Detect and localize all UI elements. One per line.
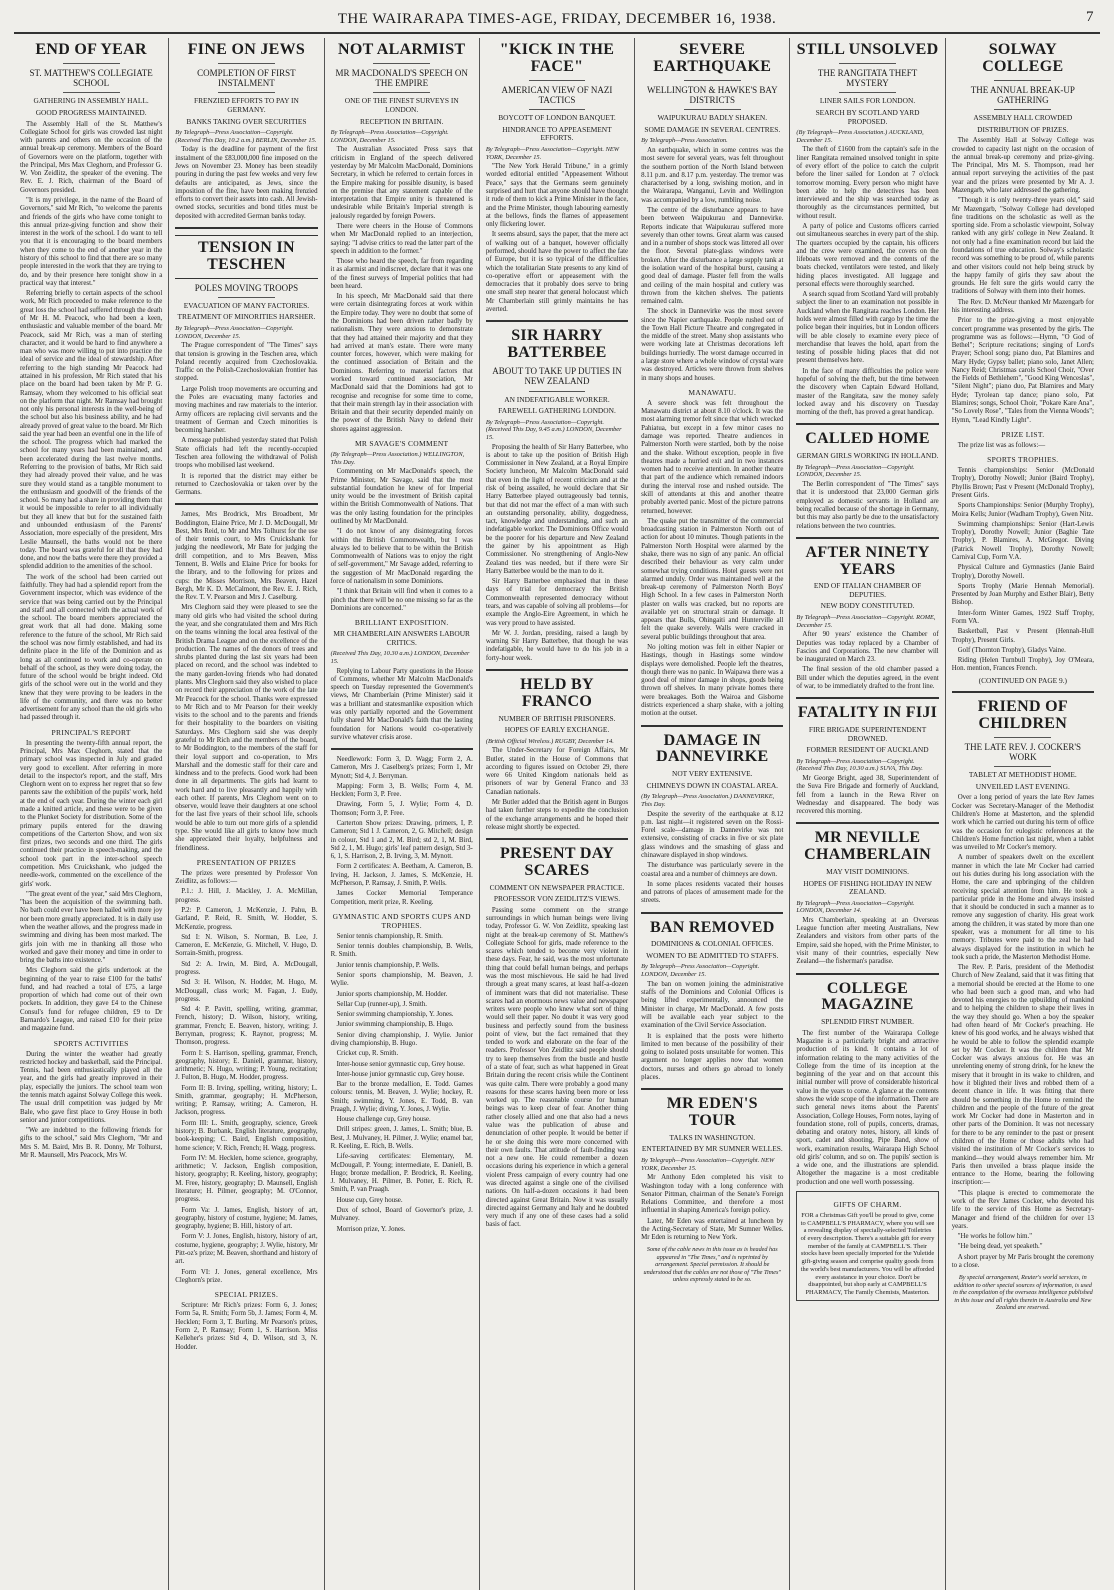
deck-brilliant: MR CHAMBERLAIN ANSWERS LABOUR CRITICS. bbox=[333, 629, 470, 647]
deck-not-alarmist: ONE OF THE FINEST SURVEYS IN LONDON. bbox=[344, 96, 459, 114]
paragraph: "I think that Britain will find when it comes to a pinch that there will be no one missing so far as the Dominions are concerned." bbox=[330, 588, 473, 612]
paragraph: The theft of £1600 from the captain's safe in the liner Rangitata remained unsolved tonight in spite of every effort of the police to catch the culprit before the liner sailed for London at 7 o'clock tomorrow morning. Every person who might have been able to help the detectives has been interviewed and the ship was searched today as thoroughly as the circumstances permitted, but without result. bbox=[796, 146, 939, 220]
paragraph: It is reported that the district may either be returned to Czechoslovakia or taken over by the Germans. bbox=[175, 472, 318, 497]
headline-called-home: CALLED HOME bbox=[805, 430, 930, 448]
dateline: By Telegraph—Press Association—Copyright. (Received This Day, 10.30 a.m.) SUVA, This Day. bbox=[796, 757, 923, 773]
copyright-note: Some of the cable news in this issue as is headed has appeared in "The Times," and is reprinted by arrangement. Special permission. It should be understood that the cables are not those of "The Times" unless expressly stated to be so. bbox=[643, 1246, 781, 1284]
headline-mr-neville-chamberlain: MR NEVILLE CHAMBERLAIN bbox=[804, 829, 931, 864]
paragraph: The prize list was as follows:— bbox=[957, 441, 1046, 449]
subhead-sir-harry-batterbee: ABOUT TO TAKE UP DUTIES IN NEW ZEALAND bbox=[492, 365, 622, 387]
article-still-unsolved bbox=[796, 146, 938, 417]
headline-college-magazine: COLLEGE MAGAZINE bbox=[821, 979, 914, 1014]
article-mr-neville-chamberlain bbox=[796, 917, 938, 967]
subhead-tension-in-teschen: POLES MOVING TROOPS bbox=[194, 282, 299, 293]
paragraph: A search squad from Scotland Yard will probably subject the liner to an examination not possible in Auckland when the Rangitata reaches London. Her holds were almost filled with cargo by the time the police began their inquiries, but in London officers will be able closely to examine every piece of merchandise that leaves the hold, apart from the testing of possible hiding places that did not present themselves here. bbox=[796, 291, 939, 365]
deck2-friend-of-children: UNVEILED LAST EVENING. bbox=[975, 781, 1070, 791]
paragraph: "This plaque is erected to commemorate the work of the Rev James Cocker, who devoted his life to the service of this Home as Secretary-Manager and friend of the children for over 13 years. bbox=[951, 1189, 1094, 1230]
subhead-fine-on-jews: COMPLETION OF FIRST INSTALMENT bbox=[197, 67, 296, 89]
paragraph: No jolting motion was felt in either Napier or Hastings, though in Hastings some window displays were demolished. People left the theatres, though there was no panic. In Waipawa there was a good deal of minor damage in shops, goods being thrown off shelves. In many private homes there were breakages. Both the Wairoa and Gisborne districts experienced a sharp shake, with a jolting motion at the outset. bbox=[641, 644, 784, 718]
subhead-college-magazine: SPLENDID FIRST NUMBER. bbox=[821, 1017, 914, 1027]
prize-item: P.2: P. Cameron, J. McKenzie, J. Pahu, B. Garland, P. Reid, R. Smith, W. Hodder, S. McKenzie, progress. bbox=[175, 907, 318, 931]
paragraph: Mr Butler added that the British agent in Burgos had taken further steps to expedite the conclusion of the exchange arrangements and he hoped their release might shortly be expected. bbox=[485, 798, 629, 831]
headline-held-by-franco: HELD BY FRANCO bbox=[520, 675, 594, 710]
prize-item: Life-saving certificates: Elementary, M. McDougall, P. Young; intermediate, E. Daniell, B. Hugo; bronze medallion, P. Brodrick, R. Keeling, J. Mulvaney, H. Pilmer, B. Potter, E. Rich, R. Smith, P. van Praagh. bbox=[330, 1153, 473, 1194]
prize-item: Cricket cup, R. Smith. bbox=[336, 1050, 399, 1058]
paragraph: "The great event of the year," said Mrs Cleghorn, "has been the acquisition of the swimming bath. No bath could ever have been hailed with more joy nor been more greatly appreciated. It is in daily use when the weather allows, and the progress made in swimming and diving has been most marked. The girls join with me in thanking all those who worked and gave their money and time in order to bring the baths into existence." bbox=[20, 890, 163, 965]
prize-item: Golf (Thornton Trophy), Gladys Vaine. bbox=[957, 646, 1066, 654]
ad-heading: GIFTS OF CHARM. bbox=[833, 1200, 902, 1210]
paragraph: The work of the school had been carried out faithfully. They had had a splendid report from the Government inspector, which was evidence of the service that was being carried out by the Principal and staff and all connected with the actual work of the school. The board members appreciated the great work that all had done. Making some reference to the future of the school, Mr Rich said the school was now firmly established, and had its definite place in the life of the Dominion and as long as all continued to work and co-operate on behalf of the school, as they were doing today, the future of the school would be bright indeed. Old girls of the school were out in the world and they knew that they were proving to be leaders in the life of the community, and there was no better advertisement for any school than the old girls who had passed through it. bbox=[20, 573, 163, 722]
prize-item: Bar to the bronze medallion, E. Todd. Games colours: tennis, M. Beaven, J. Wylie; hockey, R. Smith; swimming, Y. Jones, E. Todd, B. van Praagh, J. Wylie; diving, Y. Jones, J. Wylie. bbox=[330, 1081, 473, 1113]
article-present-day-scares bbox=[486, 907, 628, 1230]
prize-item: Std 3: H. Wilson, N. Hodder, M. Hugo, M. McDougall, class work; M. Fagan, J. Eudy, progress. bbox=[175, 979, 318, 1003]
paragraph: Passing some comment on the strange surroundings in which human beings were living today, Professor G. W. Von Zeidlitz, speaking last night at the break-up ceremony of St. Matthew's Collegiate School for girls, made reference to the scares which tended to become very violent in these days. Fear, he said, was the most unfortunate thing that could befall human beings, and perhaps was the most mischievous. He said he had lived through a great many scares, at least half-a-dozen of imminent wars that did not materialise. These scares had an enormous news value and newspaper writers were people who knew what sort of thing would sell their paper. No doubt it was very good business and perfectly sound from the business point of view, but the fact remained that they tended to work and elaborate on the fear of the readers. Professor Von Zeidlitz said people should try to keep themselves from the bustle and hustle of a state of fear, such as what happened in Great Britain during the recent crisis while the Continent was quite calm. There were probably a good many reasons for these scares having been more or less worked up. The reasonable course for human beings was to keep clear of fear. Another thing rather closely allied and one that also had a news value was the publication of abuse and denunciation of other people. It would be better if he or she doing this were more concerned with their own faults. That attitude of fault-finding was not a new one. He could remember a dozen occasions during his experience in which a general violent Press campaign of every country had one was directed against a single one of the civilised nations. On half-a-dozen occasions it had been directed against Great Britain. Now it was usually directed against Germany and Italy and he doubted very much if any one of these cases had a solid basis of fact. bbox=[485, 906, 629, 1229]
prize-item: Senior sports championship, M. Beaven, J. Wylie. bbox=[330, 971, 473, 988]
prize-item: Dux of school, Board of Governor's prize, J. Mulvaney. bbox=[330, 1207, 473, 1223]
article-after-ninety-years bbox=[796, 631, 938, 691]
section-heading-prize-list: PRIZE LIST. bbox=[1001, 429, 1045, 439]
subhead-mr-neville-chamberlain: MAY VISIT DOMINIONS. bbox=[826, 866, 909, 876]
paragraph: "He being dead, yet speaketh." bbox=[957, 1243, 1043, 1251]
headline-present-day-scares: PRESENT DAY SCARES bbox=[499, 845, 614, 879]
article-end-of-year bbox=[20, 121, 162, 1161]
deck-held-by-franco: HOPES OF EARLY EXCHANGE. bbox=[504, 725, 610, 735]
article-damage-in-dannevirke bbox=[641, 811, 783, 906]
paragraph: A severe shock was felt throughout the Manawatu district at about 8.10 o'clock. It was the most alarming tremor felt since that which wrecked Pahiatua, but except in a few minor cases no damage was reported. Theatre audiences in Palmerston North were startled, both by the noise and the shake. Without exception, people in five theatres made a hurried exit and in two instances women had to receive attention. In another theatre that part of the audience which remained indoors during the interval rose and rushed outside. The skill of attendants at this and another theatre probably averted panic. Most of the picture patrons returned, however. bbox=[641, 399, 784, 515]
prize-item: Sports Trophy (Marie Hennah Memorial). Presented by Joan Murphy and Esther Blair), Betty Bishop. bbox=[951, 582, 1094, 607]
prize-item: Form V: J. Jones, English, history, history of art, costume, hygiene, geography; J. Wylie, history, Mr Pitt-oz's prize; M. Beaven, shorthand and history of art. bbox=[175, 1233, 318, 1266]
paragraph: Mr W. J. Jordan, presiding, raised a laugh by warning Sir Harry Batterbee, that though he was indefatigable, he would have to do his job in a forty-hour week. bbox=[485, 629, 629, 662]
subhead-still-unsolved: THE RANGITATA THEFT MYSTERY bbox=[817, 67, 918, 89]
article-end-of-year-continued bbox=[175, 511, 317, 1351]
prize-item: Form VI: J. Jones, general excellence, Mrs Cleghorn's prize. bbox=[175, 1268, 318, 1284]
headline-mr-edens-tour: MR EDEN'S TOUR bbox=[666, 1095, 758, 1130]
subhead-mr-edens-tour: TALKS IN WASHINGTON. bbox=[669, 1132, 756, 1142]
prize-item: Inter-form Winter Games, 1922 Staff Trophy, Form VA. bbox=[951, 609, 1094, 625]
headline-sir-harry-batterbee: SIR HARRY BATTERBEE bbox=[507, 327, 607, 362]
headline-friend-of-children: FRIEND OF CHILDREN bbox=[977, 698, 1068, 732]
paragraph: Replying to Labour Party questions in the House of Commons, whether Mr Malcolm MacDonald's speech on Tuesday represented the Government's views, Mr Chamberlain (Prime Minister) said it was a brilliant and statesmanlike exposition which was only partially reported and the Government fully shared Mr MacDonald's faith that the lasting foundation for Nations would co-operatively survive whatever crisis arose. bbox=[330, 667, 473, 741]
subhead-solway-college: THE ANNUAL BREAK-UP GATHERING bbox=[970, 84, 1075, 105]
subhead-fatality-in-fiji: FIRE BRIGADE SUPERINTENDENT DROWNED. bbox=[808, 725, 927, 743]
prize-item: Physical Culture and Gymnastics (Janie Baird Trophy), Dorothy Nowell. bbox=[951, 564, 1094, 580]
paragraph: The Berlin correspondent of "The Times" says that it is understood that 23,000 German girls employed as domestic servants in Holland are being recalled because of the shortage in Germany, but this may also partly be due to the unsatisfactory relations between the two countries. bbox=[796, 481, 939, 530]
article-tension-in-teschen bbox=[175, 342, 317, 497]
dateline: (Received This Day, 10.30 a.m.) LONDON, December 15. bbox=[330, 650, 470, 665]
deck2-fine-on-jews: BANKS TAKING OVER SECURITIES bbox=[186, 116, 307, 126]
paragraph: The Rev. D. McNeur thanked Mr Mazengarb for his interesting address. bbox=[951, 298, 1094, 314]
paragraph: Later, Mr Eden was entertained at luncheon by the Acting-Secretary of State, Mr Sumner Welles. Mr Eden is returning to New York. bbox=[641, 1217, 784, 1242]
paragraph: The Prague correspondent of "The Times" says that tension is growing in the Teschen area, which Poland recently acquired from Czechoslovakia. Traffic on the Polish-Czechoslovakian frontier has stopped. bbox=[175, 342, 318, 383]
section-heading-sports: SPORTS ACTIVITIES bbox=[53, 1038, 129, 1048]
column-2 bbox=[169, 38, 324, 1590]
deck2-kick-in-the-face: HINDRANCE TO APPEASEMENT EFFORTS. bbox=[502, 124, 612, 143]
paragraph: In presenting the twenty-fifth annual report, the Principal, Mrs Max Cleghorn, stated that the primary school was inspected in July and graded very good to excellent. After referring in more detail to the inspector's report, and the staff, Mrs Cleghorn went on to express her regret that so few parents saw the exhibition of the pupils' work, held at the end of each year. During the winter each girl made a knitted article, and these were to be given to the Plunket Society for distribution. Some of the primary pupils entered for the drawing competitions of the Carterton Show, and won six first prizes, two seconds and one third. The girls continued their practice in speech-making, and the school took part in the inter-school speech competition. Mrs Cruickshank, who judged the needle-work, commented on the excellence of the girls' work. bbox=[20, 739, 163, 888]
column-4 bbox=[480, 38, 635, 1590]
deck2-sir-harry-batterbee: FAREWELL GATHERING LONDON. bbox=[498, 406, 616, 416]
dateline: By Telegraph—Press Association—Copyright. LONDON, December 15. bbox=[330, 129, 449, 144]
dateline: By Telegraph—Press Association—Copyright. LONDON, December 14. bbox=[796, 899, 915, 915]
paragraph: After 90 years' existence the Chamber of Deputies was today replaced by a Chamber of Fascios and Corporations. The new chamber will be inaugurated on March 23. bbox=[796, 631, 939, 664]
paragraph: The prizes were presented by Professor Von Zeidlitz, as follows:— bbox=[175, 869, 318, 886]
page-number: 7 bbox=[1086, 9, 1094, 25]
deck-mr-edens-tour: ENTERTAINED BY MR SUMNER WELLES. bbox=[641, 1144, 783, 1154]
paragraph: Mrs Chamberlain, speaking at an Overseas League function after meeting Australians, New Zealanders and visitors from other parts of the Empire, said she hoped, with the Prime Minister, to visit many of their countries, especially New Zealand—the fisherman's paradise. bbox=[796, 916, 939, 966]
article-held-by-franco bbox=[486, 747, 628, 832]
paragraph: The first number of the Wairarapa College Magazine is a particularly bright and attractive production of its kind. It contains a lot of information relating to the many activities of the College from the time of its inception at the beginning of the year and on that account this initial number will prove of considerable historical value in the years to come. A glance at the contents shows the wide scope of the information. There are such general news items about the Parents' Association, College Houses, Form notes, laying of foundation stone, roll of pupils, concerts, dramas, debating and oratory notes, history, all kinds of sport, cadet and shooting, Pipe Band, show of work, examination results, Wairarapa High School old girls' column, and so on. The pupils' section is a wide one, and the illustrations are splendid. Altogether the magazine is a most creditable production and one well worth possessing. bbox=[796, 1029, 939, 1186]
prize-item: P.1.: J. Hill, J. Mackley, J. A. McMillan, progress. bbox=[175, 888, 318, 904]
paragraph: A message published yesterday stated that Polish State officials had left the recently-occupied Teschen area following the withdrawal of Polish troops who mobilised last weekend. bbox=[175, 437, 318, 470]
article-solway-college bbox=[952, 137, 1094, 685]
prize-item: Mapping: Form 3, B. Wells; Form 4, M. Hecklen; Form 3, P. Free. bbox=[330, 782, 473, 799]
headline-not-alarmist: NOT ALARMIST bbox=[338, 41, 466, 58]
prize-item: Form IV: M. Hecklen, home science, geography, arithmetic; V. Jackson, English composition, history, geography; R. Keeling, history, geography; M. Free, history, geography; D. Maunsell, English literature; H. Pilmer, geography; M. O'Connor, progress. bbox=[175, 1154, 318, 1204]
paragraph: The Rev. P. Paris, president of the Methodist Church of New Zealand, said that it was fitting that a memorial should be erected at the Home to one who had been such a good man, and who had devoted his energies to the upbuilding of mankind and to helping the children to shape their lives in the way they should go. When a boy the speaker had often heard of Mr Cocker's preaching. He knew of his good works, and he always wished that he would be able to follow the splendid example set by Mr Cocker. It was the children that Mr Cocker was always anxious for. He was an unrelenting enemy of strong drink, for he knew the misery that it brought in its wake to children, and how it blighted their lives and robbed them of a decent chance in life. It was fitting that there should be something in the Home to remind the children and the people of the future of the great work Mr Cocker had done in Masterton and in other parts of the Dominion. It was not necessary for there to be any reminder to the past or present children of the Home or those adults who had visited the institution of Mr Cocker's services to mankind—they would always remember him. Mr Paris then unveiled a brass plaque inside the entrance to the Home, bearing the following inscription:— bbox=[951, 964, 1094, 1187]
paragraph: "It is my privilege, in the name of the Board of Governors," said Mr Rich, "to welcome the parents and friends of the girls who have come tonight to this annual prize-giving function and show their interest in the work of the school. I do want to tell you that it is encouraging to the board members when they come to the end of another year in the history of this school to find that there are so many people interested in the work that they are trying to do, and by their presence here tonight show in a practical way that interest." bbox=[20, 197, 163, 287]
paragraph: Referring briefly to certain aspects of the school work, Mr Rich proceeded to make reference to the great loss the school had suffered through the death of Mr H. M. Peacock, who had been a keen, enthusiastic and valuable member of the board. Mr Peacock, said Mr Rich, was a man of sterling character, and it would be hard to find anywhere a man who was more willing to put into practice the ideal of service and the ideal of stewardship. After referring to the high standing Mr Peacock had attained in his profession, Mr Rich stated that his place on the board had been taken by Mr P. G. Ramsay, whom they welcomed to his official seat on the platform that night. Mr Ramsay had brought not only his personal interests in the well-being of the school but also his business ability, and he had already proved of great value to the board. Mr Rich said the year had been an eventful one in the life of the school. The progress which had marked the school for many years had been maintained, and been accelerated during the last twelve months. Referring to the provision of baths, Mr Rich said they had already proved their value, and he was sure they would stand as a tangible monument to the enthusiasm and goodwill of the friends of the school. So many had a share in providing them that it would be impossible to refer to all individually but they all knew that but for the sustained faith and unbounded enthusiasm of the Parents' Association, more especially of the president, Mrs Leslie Maunsell, the baths would not be there today. The board was grateful for all that they had done, and now the baths were there they provided a splendid addition to the amenities of the school. bbox=[20, 290, 163, 571]
dateline: (British Official Wireless.) RUGBY, December 14. bbox=[485, 737, 614, 745]
dateline: (By Telegraph—Press Association.) DANNEVIRKE, This Day. bbox=[641, 793, 775, 808]
subhead-end-of-year: ST. MATTHEW'S COLLEGIATE SCHOOL bbox=[29, 67, 153, 89]
continued-note: (CONTINUED ON PAGE 9.) bbox=[978, 675, 1068, 685]
article-fatality-in-fiji bbox=[796, 775, 938, 816]
deck2-not-alarmist: RECEPTION IN BRITAIN. bbox=[360, 116, 444, 126]
paragraph: It is explained that the posts were hitherto limited to men because of the possibility of their going to isolated posts unsuitable for women. This argument no longer applies now that women doctors, nurses and others go abroad to lonely places. bbox=[641, 1032, 784, 1081]
deck-kick-in-the-face: BOYCOTT OF LONDON BANQUET. bbox=[498, 113, 616, 123]
prize-item: Junior swimming championship, B. Hugo. bbox=[336, 1021, 454, 1029]
headline-kick-in-the-face: "KICK IN THE FACE" bbox=[499, 41, 615, 75]
subhead-after-ninety-years: END OF ITALIAN CHAMBER OF DEPUTIES. bbox=[813, 581, 922, 599]
prize-item: Riding (Helen Turnbull Trophy), Joy O'Meara, Hon. mention, Frances French. bbox=[951, 657, 1094, 673]
section-heading-manawatu: MANAWATU. bbox=[688, 387, 737, 397]
paragraph: Prior to the prize-giving a most enjoyable concert programme was presented by the girls. The programme was as follows:—Hymn, "O God of Bethel"; Scripture recitations; singing of Lord's Prayer; School song; piano duo, Pat Blamires and Mary Hyde; Gypsy ballet; piano solo, Janet Allen; Nancy Reid; Christmas carols School Choir, "Over the Fields of Bethlehem", "Good King Wenceslas", "Silent Night"; piano duo, Pat Blamires and Mary Hyde; Tyrolean tap dance; piano solo, Pat Blamires; songs, School Choir, "Pokare Kare Ana", "So Lovely Rose", "Tales from the Vienna Woods"; Hymn, "Lead Kindly Light". bbox=[951, 317, 1094, 424]
deck-friend-of-children: TABLET AT METHODIST HOME. bbox=[968, 770, 1077, 780]
paragraph: "The New York Herald Tribune," in a grimly worded editorial entitled "Appeasement Without Peace," says that the Germans seem genuinely surprised and hurt that anyone should have thought it rude of them to kick a Prime Minister in the face, and the Prime Minister, though labouring earnestly at the bellows, finds the flames of appeasement only flickering lower. bbox=[485, 163, 629, 229]
column-5 bbox=[635, 38, 790, 1590]
paragraph: It seems absurd, says the paper, that the mere act of walking out of a banquet, however officially performed, should have the power to affect the fate of Europe, but it is so typical of the difficulties which the totalitarian State presents to any kind of co-operative effort or appeasement with the democracies that it probably does serve to bring one small step nearer that general holocaust which Mr Chamberlain still grimly maintains he has averted. bbox=[485, 231, 629, 313]
reuters-note: By special arrangement, Reuter's world services, in addition to other special sources of information, is used in the compilation of the overseas intelligence published in this issue and all rights therein in Australia and New Zealand are reserved. bbox=[952, 1274, 1093, 1311]
headline-severe-earthquake: SEVERE EARTHQUAKE bbox=[653, 41, 772, 75]
dateline: (By Telegraph—Press Association.) AUCKLAND, December 15. bbox=[796, 129, 924, 144]
prize-item: Carterton Show prizes: Drawing, primers, I, P. Cameron; Std 1 J. Cameron, 2, G. Mitchell; design in colour, Std 1 and 2, M. Bird; std 2, 1, M. Bird, Std 2, 1, M. Hugo; girls' leaf pattern design, Std 3-6, 1, S. Harrison, 2, B. Irving, 3, M. Mynott. bbox=[330, 820, 473, 861]
paragraph: The shock in Dannevirke was the most severe since the Napier earthquake. People rushed out of the Town Hall Picture Theatre and congregated in the middle of the street. Many shop assistants who were working late at Christmas decorations left buildings hurriedly. The worst damage occurred in a large store where a whole window of crystal ware was destroyed. Articles were thrown from shelves in many shops and houses. bbox=[641, 308, 784, 382]
paragraph: The Assembly Hall at Solway College was crowded to capacity last night on the occasion of the annual break-up ceremony and prize-giving. The Principal, Mrs M. S. Thompson, read her annual report surveying the activities of the past year and the prizes were presented by Mr A. J. Mazengarb, who later addressed the gathering. bbox=[951, 137, 1094, 194]
prize-item: SPECIAL PRIZES. bbox=[214, 1290, 279, 1300]
prize-item: Form II: B. Irving, spelling, writing, history; L. Smith, grammar, geography; H. McPherson, writing; P. Ramsay, writing; A. Cameron, H. Jackson, progress. bbox=[175, 1084, 318, 1117]
prize-item: Drill stripes: green, J. James, L. Smith; blue, B. Best, J. Mulvaney, H. Pilmer, J. Wylie; enamel bar, R. Keeling, E. Rich, B. Wells. bbox=[330, 1126, 473, 1151]
prize-item: James Cocker Memorial Temperance Competition, merit prize, R. Keeling. bbox=[330, 890, 473, 906]
dateline: (By Telegraph—Press Association.) WELLINGTON, This Day. bbox=[330, 450, 465, 466]
paragraph: A number of speakers dwelt on the excellent manner in which the late Mr Cocker had carried out his duties during his long association with the Home, the care and upbringing of the children receiving special attention from him. He took a particular pride in the Home and always insisted that it should be conducted in such a manner as to remove any suggestion of charity. His great work among the children, it was stated by more than one speaker, was a monument for all time to his memory. Tributes were paid to the zeal he had always displayed for the institution in which he took such a pride, the Masterton Methodist Home. bbox=[951, 854, 1094, 961]
masthead-title: THE WAIRARAPA TIMES-AGE, FRIDAY, DECEMBER 16, 1938. bbox=[337, 10, 777, 27]
prize-item: Senior swimming championship, Y. Jones. bbox=[336, 1011, 454, 1019]
deck-mr-neville-chamberlain: HOPES OF FISHING HOLIDAY IN NEW ZEALAND. bbox=[803, 878, 932, 897]
prize-item: Junior tennis championship, P. Wells. bbox=[336, 961, 440, 969]
paragraph: An earthquake, which in some centres was the most severe for several years, was felt throughout the southern portion of the North Island between 8.11 p.m. and 8.17 p.m. yesterday. The tremor was characterised by a long, swishing motion, and in the Wairarapa, Wanganui, Levin and Wellington was accompanied by a low, rumbling noise. bbox=[641, 147, 784, 204]
deck-fatality-in-fiji: FORMER RESIDENT OF AUCKLAND bbox=[806, 745, 929, 755]
subhead-called-home: GERMAN GIRLS WORKING IN HOLLAND. bbox=[796, 451, 939, 461]
article-sir-harry-batterbee bbox=[486, 444, 628, 663]
deck-sir-harry-batterbee: AN INDEFATIGABLE WORKER. bbox=[504, 394, 610, 404]
subhead-present-day-scares: COMMENT ON NEWSPAPER PRACTICE. bbox=[489, 882, 625, 892]
deck2-severe-earthquake: SOME DAMAGE IN SEVERAL CENTRES. bbox=[644, 124, 781, 134]
paragraph: The centre of the disturbance appears to have been between Waipukurau and Dannevirke. Reports indicate that Waipukurau suffered more severely than other towns. Great alarm was caused and in a number of shops stock was littered all over the floor. Several plate-glass windows were broken. After the disturbance a large supply tank at the isolation ward of the hospital burst, causing a good deal of damage. Plaster fell from the walls and ceiling of the main hospital and cutlery was thrown from the kitchen shelves. The patients remained calm. bbox=[641, 206, 784, 306]
prize-item: Senior tennis doubles championship, B. Wells, R. Smith. bbox=[330, 943, 473, 959]
prize-item: Scripture: Mr Rich's prizes: Form 6, J. Jones; Form 5a, R. Smith; Form 5b, J. James; Form 4, M. Hecklen; Form 3, T. Burling. Mr Pearson's prizes, Form 2, P. Ramsay; Form 1, S. Harrison. Miss Kelleher's prizes: Std 4, D. Wilson, std 3, N. Hodder. bbox=[175, 1302, 318, 1351]
subhead-held-by-franco: NUMBER OF BRITISH PRISONERS. bbox=[498, 713, 616, 723]
paragraph: Mr George Bright, aged 38, Superintendent of the Suva Fire Brigade and formerly of Auckland, fell from a launch in the Rewa River on Wednesday and disappeared. The body was recovered this morning. bbox=[796, 774, 939, 816]
paragraph: The quake put the transmitter of the commercial broadcasting station in Palmerston North out of action for about 10 minutes. Though patients in the Palmerston North Hospital were alarmed by the shake, there was no sign of any panic. An official described their behaviour as very calm under somewhat trying conditions. Hotel guests were not alarmed unduly. Order was maintained well at the break-up ceremony of Palmerston North Boys' High School. In a few cases in Palmerston North plaster on walls was cracked, but no reports are available yet on structural strain or damage. It appears that Bulls, Ohingaiti and Hunterville all felt the quake severely. Walls were cracked in several public buildings throughout that area. bbox=[641, 517, 784, 641]
paragraph: "He works he follow him." bbox=[957, 1233, 1033, 1241]
prize-item: SPORTS TROPHIES. bbox=[987, 455, 1059, 465]
paragraph: Mr Anthony Eden completed his visit to Washington today with a long conference with Senator Pittman, chairman of the Senate's Foreign Relations Committee, and therefore a most influential in shaping America's foreign policy. bbox=[641, 1174, 784, 1215]
deck-after-ninety-years: NEW BODY CONSTITUTED. bbox=[820, 601, 915, 611]
headline-ban-removed: BAN REMOVED bbox=[649, 918, 775, 936]
deck-damage-in-dannevirke: CHIMNEYS DOWN IN COASTAL AREA. bbox=[646, 780, 779, 790]
paragraph: Today is the deadline for payment of the first instalment of the £83,000,000 fine imposed on the Jews on November 23. Money has been steadily pouring in during the past few weeks and very few defaults are anticipated, as Jews, since the imposition of the fine, have been making frenzied efforts to convert their assets into cash. All Jewish-owned stocks, securities and bond titles must be deposited with accredited German banks today. bbox=[175, 146, 318, 220]
prize-item: Morrison prize, Y. Jones. bbox=[336, 1225, 406, 1233]
dateline: By Telegraph—Press Association—Copyright. (Received This Day, 9.45 a.m.) LONDON, December 15. bbox=[485, 418, 622, 441]
advertisement-campbells-pharmacy bbox=[796, 1191, 938, 1301]
deck-present-day-scares: PROFESSOR VON ZEIDLITZ'S VIEWS. bbox=[493, 894, 621, 904]
paragraph: A party of police and Customs officers carried out simultaneous searches in every part of the ship. The quarters occupied by the captain, his officers and the crew were examined, the covers on the lifeboats were removed and the contents of the boats checked, ventilators were tested, and likely hiding places investigated. All luggage and personal effects were thoroughly searched. bbox=[796, 222, 939, 288]
prize-item: Std 2: A. Irwin, M. Bird, A. McDougall, progress. bbox=[175, 960, 318, 976]
deck-still-unsolved: LINER SAILS FOR LONDON. bbox=[819, 96, 916, 106]
subhead-severe-earthquake: WELLINGTON & HAWKE'S BAY DISTRICTS bbox=[646, 84, 778, 105]
paragraph: In his speech, Mr MacDonald said that there were certain disintegrating forces at work within the Empire today. They were no doubt that some of the Dominions had been driven rather badly by nationalism. They were anxious to demonstrate that they had attained their majority and that they had arrived at man's estate. There were many counter forces, however, which were making for the continued association of Britain and the Dominions. Referring to material factors that worked toward continued association, Mr MacDonald said that the Dominions had got to recognise and recognise for some time to come, that their main strength lay in their association with Britain and that their security depended mainly on the power of the British Navy to defend their shores against aggression. bbox=[330, 293, 473, 433]
paragraph: The disturbance was particularly severe in the coastal area and a number of chimneys are down. bbox=[641, 862, 784, 878]
prize-item: Form III: L. Smith, geography, science, Greek history; B. Burbank, English literature, geography, book-keeping; C. Baird, English composition, home science; V. Rich, French; H. Wagg, progress. bbox=[175, 1119, 318, 1152]
prize-item: Senior tennis championship, R. Smith. bbox=[336, 932, 443, 940]
dateline: By Telegraph—Press Association—Copyright. LONDON, December 15. bbox=[641, 963, 760, 979]
deck2-end-of-year: GOOD PROGRESS MAINTAINED. bbox=[35, 108, 147, 117]
paragraph: "I do not know of any disintegrating forces within the British Commonwealth, but I was always led to believe that to be within the British Commonwealth of Nations was to enjoy the right of self-government," Mr Savage added, referring to the suggestion of Mr MacDonald regarding the force of nationalism in some Dominions. bbox=[330, 528, 473, 585]
paragraph: During the winter the weather had greatly restricted hockey and basketball, said the Principal. Tennis, had been enthusiastically played all the year, and the girls had greatly improved in their play, especially the juniors. The school team won the tennis match against Solway College this week. The usual drill competition was judged by Mr Bale, who gave first place to Grey House in both senior and junior competitions. bbox=[20, 1050, 163, 1124]
paragraph: The ban on women joining the administrative staffs of the Dominions and Colonial Offices is being lifted experimentally, announced the Minister in charge, Mr MacDonald. A few posts will be available each year subject to the examination of the Civil Service Association. bbox=[641, 980, 784, 1030]
headline-fine-on-jews: FINE ON JEWS bbox=[187, 41, 306, 58]
subhead-kick-in-the-face: AMERICAN VIEW OF NAZI TACTICS bbox=[501, 84, 613, 105]
article-mr-edens-tour bbox=[641, 1174, 783, 1242]
prize-item: GYMNASTIC AND SPORTS CUPS AND TROPHIES. bbox=[332, 911, 471, 930]
article-not-alarmist bbox=[331, 146, 473, 742]
prize-item: Form 2 certificates: A. Beetham, A. Cameron, B. Irving, H. Jackson, J. James, S. McKenzie, H. McPherson, P. Ramsay, J. Smith, P. Wells. bbox=[330, 863, 473, 887]
prize-item: Senior diving championship, J. Wylie. Junior diving championship, B. Hugo. bbox=[330, 1031, 473, 1047]
deck2-still-unsolved: SEARCH BY SCOTLAND YARD PROPOSED. bbox=[815, 108, 920, 126]
article-fine-on-jews bbox=[175, 146, 317, 221]
subhead-damage-in-dannevirke: NOT VERY EXTENSIVE. bbox=[671, 769, 753, 779]
paragraph: Commenting on Mr MacDonald's speech, the Prime Minister, Mr Savage, said that the most substantial foundation he knew of for Imperial unity would be the investment of British capital within the British Commonwealth of Nations. That was the only lasting foundation for the principles outlined by Mr MacDonald. bbox=[330, 468, 473, 526]
prize-item: Drawing, Form 5, J. Wylie; Form 4, D. Thomson; Form 3, P. Free. bbox=[330, 801, 473, 817]
prize-item: House cup, Grey house. bbox=[336, 1196, 403, 1204]
headline-solway-college: SOLWAY COLLEGE bbox=[982, 41, 1064, 75]
column-1 bbox=[14, 38, 169, 1590]
paragraph: "We are indebted to the following friends for gifts to the school," said Mrs Cleghorn, "Mr and Mrs S. M. Baird, Mrs B. R. Donny, Mr Tolhurst, Mr R. Maunsell, Mrs Peacock, Mrs W. bbox=[20, 1127, 163, 1159]
paragraph: Despite the severity of the earthquake at 8.12 p.m. last night—it registered seven on the Rossi-Forel scale—damage in Dannevirke was not extensive, consisting of cracks in five or six plate glass windows and the smashing of glass and chinaware displayed in shop windows. bbox=[641, 810, 784, 859]
prize-item: Junior sports championship, M. Hodder. bbox=[336, 990, 448, 998]
ad-body: FOR a Christmas Gift you'll be proud to give, come to CAMPBELL'S PHARMACY, where you will see a revealing display of specially-selected Toiletries of every description. There's a suitable gift for every member of the family at CAMPBELL'S. Their stocks have been specially imported for the Yuletide gift-giving season and comprise quality goods from the world's best manufacturers. You will be afforded every assistance in your choice. Don't be disappointed, but shop early at CAMPBELL'S PHARMACY, The Family Chemists, Masterton. bbox=[800, 1212, 935, 1296]
paragraph: In some places residents vacated their houses and patrons of places of amusement made for the streets. bbox=[641, 880, 784, 905]
section-heading-savage: MR SAVAGE'S COMMENT bbox=[354, 438, 449, 448]
subhead-not-alarmist: MR MACDONALD'S SPEECH ON THE EMPIRE bbox=[335, 67, 468, 89]
article-called-home bbox=[796, 481, 938, 531]
prize-item: Basketball, Past v Present (Hennah-Hull Trophy), Present Girls. bbox=[951, 628, 1094, 644]
paragraph: The Assembly Hall of the St. Matthew's Collegiate School for girls was crowded last night with parents and others on the occasion of the annual break-up ceremony. Members of the Board of Governors were on the platform, together with the Principal, Mrs Max Cleghorn, and Professor G. W. Von Zeidlitz, the speaker of the evening. The Rev. E. J. Rich, chairman of the Board of Governors presided. bbox=[20, 120, 163, 194]
column-7 bbox=[946, 38, 1100, 1590]
deck-severe-earthquake: WAIPUKURAU BADLY SHAKEN. bbox=[657, 113, 768, 123]
paragraph: Mrs Cleghorn said the girls undertook at the beginning of the year to raise £100 for the baths' fund, and had reached a total of £75, a large proportion of which had come out of their own pockets. In addition, they gave £4 to the Chinese Consul's fund for refugee children, £9 to Dr Barnardo's League, and raised £10 for their prize and magazine fund. bbox=[20, 967, 163, 1033]
paragraph: Proposing the health of Sir Harry Batterbee, who is about to take up the position of British High Commissioner in New Zealand, at a Royal Empire Society luncheon, Mr Malcolm MacDonald said that even in the light of recent criticism and at the risk of being assailed, he would declare that Sir Harry Batterbee played outrageously bad tennis, but that did not mar the effect of a man with such an outstanding personality, ability, doggedness, tact, knowledge and understanding, and such an indefatigable worker. The Dominions Office would be the poorer for his departure and New Zealand the gainer by his appointment as High Commissioner. No strengthening of Anglo-New Zealand ties was needed, but if there were Sir Harry Batterbee would be the man to do it. bbox=[485, 443, 629, 575]
prize-item: Std I: N. Wilson, S. Norman, B. Lee, J. Cameron, E. McKenzie, G. Mitchell, V. Hugo, D. Sorrain-Smith, progress. bbox=[175, 933, 318, 958]
subhead-friend-of-children: THE LATE REV. J. COCKER'S WORK bbox=[964, 741, 1082, 763]
headline-fatality-in-fiji: FATALITY IN FIJI bbox=[797, 704, 938, 722]
prize-item: Form I: S. Harrison, spelling, grammar, French, geography, history; E. Daniell, grammar, history, arithmetic; N. Hugo, writing; P. Young, recitation; J. Fulton, B. Hugo, M. Hodder, progress. bbox=[175, 1049, 318, 1082]
deck-tension-in-teschen: EVACUATION OF MANY FACTORIES. bbox=[183, 300, 310, 310]
columns bbox=[14, 38, 1100, 1590]
headline-after-ninety-years: AFTER NINETY YEARS bbox=[805, 543, 930, 578]
headline-tension-in-teschen: TENSION IN TESCHEN bbox=[175, 235, 317, 279]
paragraph: Sir Harry Batterbee emphasised that in these days of trial for democracy the British Commonwealth represented democracy without tears, and was capable of solving all problems—for example the Anglo-Eire Agreement, in which he was very proud to have assisted. bbox=[485, 578, 629, 627]
paragraph: The Australian Associated Press says that criticism in England of the speech delivered yesterday by Mr Malcolm MacDonald, Dominions Secretary, in which he referred to certain forces in the Empire making for possible disunity, is based on the premise that any statement capable of the interpretation that Empire unity is threatened is undesirable while Britain's Imperial strength is jealously regarded by foreign Powers. bbox=[330, 146, 473, 220]
prize-list-continued bbox=[331, 756, 473, 1234]
headline-still-unsolved: STILL UNSOLVED bbox=[796, 41, 939, 58]
article-friend-of-children bbox=[952, 794, 1094, 1270]
article-severe-earthquake bbox=[641, 147, 783, 719]
paragraph: Those who heard the speech, far from regarding it as alarmist and indiscreet, declare that it was one of the finest surveys of Imperial politics that had been heard. bbox=[330, 258, 473, 290]
article-college-magazine bbox=[796, 1030, 938, 1187]
column-6 bbox=[790, 38, 945, 1590]
subhead-ban-removed: DOMINIONS & COLONIAL OFFICES. bbox=[651, 939, 774, 949]
deck2-tension-in-teschen: TREATMENT OF MINORITIES HARSHER. bbox=[177, 312, 316, 322]
prize-item: Inter-house senior gymnastic cup, Grey house. bbox=[336, 1060, 465, 1068]
deck-solway-college: ASSEMBLY HALL CROWDED bbox=[973, 113, 1073, 123]
paragraph: There were cheers in the House of Commons when Mr MacDonald replied to an interjection, saying: "I advise critics to read the latter part of the speech in addition to the former." bbox=[330, 222, 473, 255]
section-heading-principal: PRINCIPAL'S REPORT bbox=[51, 727, 131, 737]
prize-item: Swimming championships: Senior (Hart-Lewis Trophy), Dorothy Nowell; Junior (Baghie Tate Trophy), P. Blamires, A. McGregor. Diving (Patrick Nowell Trophy), Dorothy Nowell; Carnival Cup, Form V.A. bbox=[951, 520, 1094, 561]
prize-item: House challenge cup, Grey house. bbox=[336, 1116, 431, 1124]
paragraph: Over a long period of years the late Rev James Cocker was Secretary-Manager of the Methodist Children's Home at Masterton, and the splendid work which he carried out during his term of office was the occasion for eulogistic references at the Children's Home function last night, when a tablet was unveiled to Mr Cocker's memory. bbox=[951, 794, 1094, 852]
headline-end-of-year: END OF YEAR bbox=[35, 41, 147, 58]
prize-item: Std 4: P. Pavitt, spelling, writing, grammar, French, history; D. Wilson, history, writing, grammar, French; E. Beaven, history, writing; J. Berryman, progress; K. Raynor, progress; M. Thomson, progress. bbox=[175, 1006, 318, 1047]
article-ban-removed bbox=[641, 981, 783, 1082]
dateline: By Telegraph—Press Association—Copyright. NEW YORK, December 15. bbox=[485, 145, 620, 161]
deck2-solway-college: DISTRIBUTION OF PRIZES. bbox=[977, 124, 1069, 134]
prize-item: Inter-house junior gymnastic cup, Grey house. bbox=[336, 1070, 465, 1078]
dateline: By Telegraph—Press Association—Copyright. LONDON, December 15. bbox=[796, 463, 915, 479]
paragraph: James, Mrs Brodrick, Mrs Broadbent, Mr Boddington, Elaine Price, Mr J. D. McDougall, Mr Best, Mrs Reid, to Mr and Mrs Tolhurst for the use of their tennis court, to Mrs Cruickshank for judging the needlework, Mr Bate for judging the drill competition, and to Mrs Beaven, Miss Tennent, B. Wells and Elaine Price for books for the library, and to the following for prizes and cups: the Misses Morrison, Mrs Beaven, Hazel Bergh, Mr K. D. McCalmont, the Rev. E. J. Rich, the Rev. T. V. Pearson and Mrs J. Caselburg. bbox=[175, 511, 318, 602]
prize-item: Form Va: J. James, English, history of art, geography, history of costume, hygiene; M. James, geography, hygiene; B. Hill, history of art. bbox=[175, 1206, 318, 1231]
article-kick-in-the-face bbox=[486, 163, 628, 314]
paragraph: The Under-Secretary for Foreign Affairs, Mr Butler, stated in the House of Commons that according to figures issued on October 29, there were 66 United Kingdom nationals held as prisoners of war by General Franco and 33 Canadian nationals. bbox=[485, 747, 629, 796]
dateline: By Telegraph—Press Association. bbox=[641, 137, 728, 145]
paragraph: Mrs Cleghorn said they were pleased to see the many old girls who had visited the school during the year, and she congratulated them and Mrs Rich on the teams winning the local area festival of the British Drama League and on the excellence of the production. The names of the donors of trees and shrubs planted during the last six years had been placed on record, and the school was indebted to the many garden-loving friends who had donated plants. Mrs Cleghorn said they also wished to place on record their appreciation of the work of the late Mr Peacock for the school. Thanks were expressed to Mr Rich and to Mr Pearson for their weekly visits to the school and to the parents and friends for their hospitality to the boarders on visiting Saturdays. Mrs Cleghorn said she was deeply grateful to Mr Rich and the members of the board, to Mr Boddington, to the members of the staff for their loyal support and co-operation, to Mrs Marshall and the domestic staff for their care and kindness and to the prefects. Good work had been done in all departments. The girls had learnt to work hard and to live pleasantly and happily with each other. If parents, Mrs Cleghorn went on to observe, would leave their daughters at one school for the last five years of their school life, schools would be able to turn out more girls of a splendid type. She would like all girls to know how much she appreciated their loyalty, helpfulness and friendliness. bbox=[175, 604, 318, 852]
paragraph: A short prayer by Mr Paris brought the ceremony to a close. bbox=[951, 1253, 1094, 1269]
headline-damage-in-dannevirke: DAMAGE IN DANNEVIRKE bbox=[656, 731, 769, 766]
dateline: By Telegraph—Press Association—Copyright. NEW YORK, December 15. bbox=[641, 1156, 775, 1172]
masthead bbox=[14, 6, 1100, 34]
paragraph: "Though it is only twenty-three years old," said Mr Mazengarb, "Solway College had developed fine traditions on the scholastic as well as the sporting side. From a scholastic viewpoint, Solway ranked with any girls' college in New Zealand. It not only had a fine examination record but laid the foundations of true education. Solway's scholastic record was something to be proud of, while parents and other visitors could not help being struck by the happy family of girls they saw about the grounds. He felt sure the girls would carry the traditions of Solway with them into their homes. bbox=[951, 197, 1094, 296]
paragraph: Large Polish troop movements are occurring and the Poles are evacuating many factories and moving machines and raw materials to the interior. Army officers are replacing civil servants and the treatment of German and Czech minorities is becoming harsher. bbox=[175, 385, 318, 435]
section-heading-prizes: PRESENTATION OF PRIZES bbox=[196, 857, 297, 867]
section-heading-brilliant: BRILLIANT EXPOSITION. bbox=[354, 618, 449, 628]
paragraph: In the face of many difficulties the police were hopeful of solving the theft, but the time between the discovery when Captain Edward Holland, master of the Rangitata, saw the money safely locked away and his discovery on Tuesday morning of the theft, has proved a great handicap. bbox=[796, 367, 939, 417]
paragraph: The final session of the old chamber passed a Bill under which the deputies agreed, in the event of war, to be immediately drafted to the front line. bbox=[796, 666, 939, 690]
prize-item: Sports Championships: Senior (Murphy Trophy), Moira Kells; Junior (Wadham Trophy), Gwen Nitz. bbox=[951, 502, 1094, 518]
dateline: By Telegraph—Press Association—Copyright. ROME, December 15. bbox=[796, 613, 936, 629]
deck-end-of-year: GATHERING IN ASSEMBLY HALL. bbox=[33, 96, 149, 106]
column-3 bbox=[325, 38, 480, 1590]
deck-ban-removed: WOMEN TO BE ADMITTED TO STAFFS. bbox=[646, 950, 779, 960]
prize-item: Sellar Cup (runner-up), J. Smith. bbox=[336, 1000, 427, 1008]
deck-fine-on-jews: FRENZIED EFFORTS TO PAY IN GERMANY. bbox=[194, 96, 299, 114]
prize-item: Tennis championships: Senior (McDonald Trophy), Dorothy Nowell; Junior (Baird Trophy), Phyllis Brown; Past v Present (McDonald Trophy), Present Girls. bbox=[951, 467, 1094, 499]
dateline: By Telegraph—Press Association—Copyright. LONDON, December 15. bbox=[175, 324, 294, 340]
prize-item: Needlework: Form 3, D. Wagg; Form 2, A. Cameron, Mrs J. Caselberg's prizes; Form 1, Mr Mynott; Std 4, J. Berryman. bbox=[330, 756, 473, 780]
dateline: By Telegraph—Press Association—Copyright. (Received This Day, 10.2 a.m.) BERLIN, December 15. bbox=[175, 129, 317, 144]
